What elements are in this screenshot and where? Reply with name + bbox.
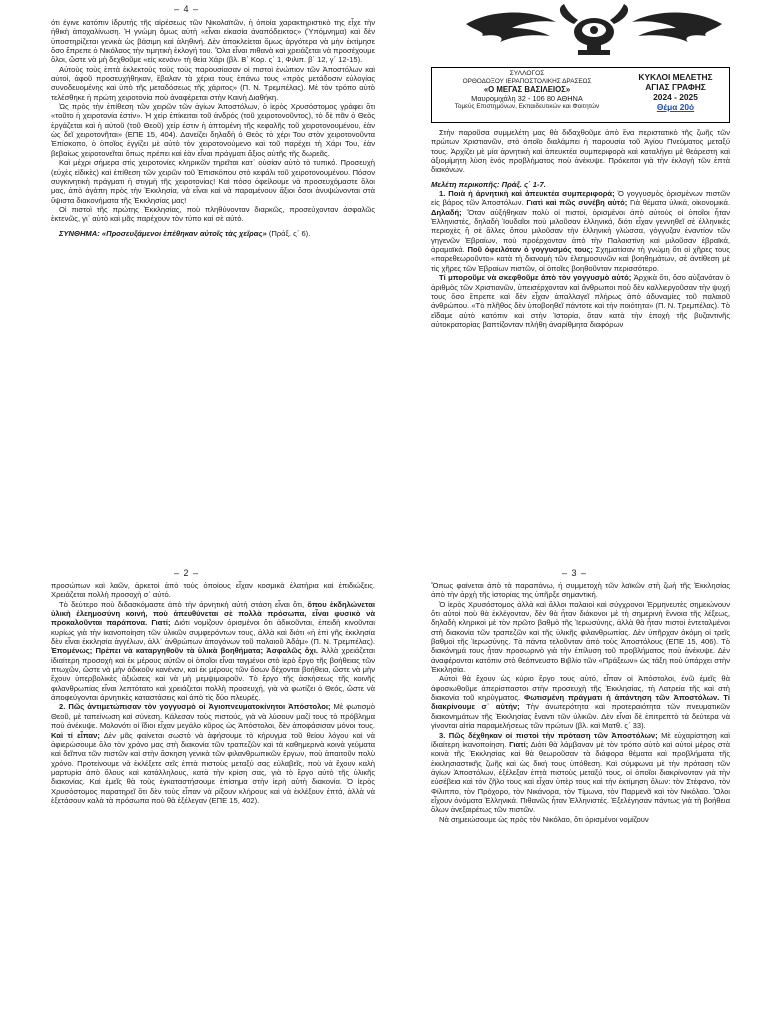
org-department: Τομεύς Επιστημόνων, Εκπαιδευτικών και Φοιτητών bbox=[454, 103, 600, 111]
paragraph: Αὐτοὺς τοὺς ἑπτὰ ἐκλεκτοὺς τοὺς τοὺς παρουσίασαν οἱ πιστοὶ ἐνώπιον τῶν Ἀποστόλων καὶ αὐτοί, ἀφοῦ προσευχήθηκαν, ἔβαλαν τὰ χέρια τους ἐπάνω τους «πρὸς μετάδοσιν εὐλογίας συνοδευομένης καὶ ὑπὸ τῆς μεταδόσεως τῆς χάριτος» (Π. Ν. Τρεμπέλας). Μὲ τὸν τρόπο αὐτὸ τελέσθηκε ἡ πρώτη χειροτονία ποὺ ἀναφέρεται στὴν Καινὴ Διαθήκη. bbox=[51, 64, 375, 102]
header-emblem bbox=[464, 2, 724, 62]
page-number-2: – 2 – bbox=[174, 568, 200, 578]
paragraph: Ὁ ἱερὸς Χρυσόστομος ἀλλὰ καὶ ἄλλοι παλαιοὶ καὶ σύγχρονοι Ἑρμηνευτὲς σημειώνουν ὅτι αὐτοὶ ποὺ θὰ ἐκλέγονταν, δὲν θὰ ἦταν διάκονοι μὲ τὴ σημερινὴ ἔννοια τῆς λέξεως, δηλαδὴ κληρικοὶ μὲ τὸν πρῶτο βαθμὸ τῆς Ἱερωσύνης, ἀλλὰ θὰ ἦταν πιστοὶ ἐντεταλμένοι στὴ διακονία τῶν τραπεζῶν καὶ τῆς ὑλικῆς φιλανθρωπίας. Δὲν ὑπῆρχαν ἀκόμη οἱ τρεῖς βαθμοὶ τῆς Ἱερωσύνης. Τὰ πάντα τελοῦνταν ἀπὸ τοὺς Ἀποστόλους (ΕΠΕ 15, 406). Τὸ διακόνημά τους ἦταν προσωρινὸ γιὰ τὴν ἐπίλυση τοῦ προβλήματος ποὺ ἀνέκυψε. Δὲν ἀναφέρονται κατόπιν στὸ θεόπνευστο Βιβλίο τῶν «Πράξεων» ὡς τάξη ποὺ ὑπάρχει στὴν Ἐκκλησία. bbox=[431, 599, 730, 675]
paragraph: Τί μποροῦμε νὰ σκεφθοῦμε ἀπὸ τὸν γογγυσμὸ αὐτό; Ἀρχικὰ ὅτι, ὅσο αὐξανόταν ὁ ἀριθμὸς τῶν Χριστιανῶν, ὑπεισέρχονταν καὶ ἄνθρωποι ποὺ δὲν καλλιεργοῦσαν τὴν ψυχή τους ὅσο ἔπρεπε καὶ δὲν εἶχαν ἀπαλλαγεῖ πλήρως ἀπὸ ἀδυναμίες τοῦ παλαιοῦ ἀνθρώπου. «Τὸ πλῆθος δὲν ὑποβοηθεῖ πάντοτε καὶ τὴν ποιότητα» (Π. Ν. Τρεμπέλας). Τὸ εἴδαμε αὐτὸ κατόπιν καὶ στὴν Ἱστορία, ὅταν κατὰ τὴν ἐποχὴ τῆς βυζαντινῆς αὐτοκρατορίας βαπτίζονταν πλήθη ἀναρίθμητα διαφόρων bbox=[431, 273, 730, 329]
question-1-paragraph: 1. Ποιὰ ἡ ἀρνητικὴ καὶ ἀπευκτέα συμπεριφορά; Ὁ γογγυσμὸς ὁρισμένων πιστῶν εἰς βάρος τῶν Ἀποστόλων. Γιατὶ καὶ πῶς συνέβη αὐτό; Γιὰ θέματα ὑλικά, οἰκονομικά. Δηλαδή; Ὅταν αὐξήθηκαν πολὺ οἱ πιστοί, ὁρισμένοι ἀπὸ αὐτοὺς οἱ ὁποῖοι ἦταν Ἑλληνιστές, δηλαδὴ Ἰουδαῖοι ποὺ μιλοῦσαν ἑλληνικά, διότι εἶχαν γεννηθεῖ σὲ ἑλληνικὲς περιοχὲς ἢ σὲ ἄλλες ὅπου μιλοῦσαν τὴν ἑλληνικὴ γλώσσα, γόγγυζαν ἐναντίον τῶν γηγενῶν Ἑβραίων, ποὺ προέρχονταν ἀπὸ τὴν Παλαιστίνη καὶ μιλοῦσαν ἑβραϊκά, ἀραμαϊκά. Ποῦ ὀφειλόταν ὁ γογγυσμός τους; Σχηματίσαν τὴ γνώμη ὅτι οἱ χῆρες τους «παρεθεωροῦντο» κατὰ τὴ διανομὴ τῶν ἐλεημοσυνῶν καὶ βοηθημάτων, σὲ ἀντίθεση μὲ τὶς χῆρες τῶν Ἑβραίων πιστῶν, οἱ ὁποῖες βοηθοῦνταν περισσότερο. bbox=[431, 189, 730, 273]
org-line-1: ΣΥΛΛΟΓΟΣ bbox=[509, 70, 545, 77]
motto-text: «Προσευξάμενοι ἐπέθηκαν αὐτοῖς τὰς χεῖρας» bbox=[101, 228, 267, 238]
paragraph: Ὅπως φαίνεται ἀπὸ τὰ παραπάνω, ἡ συμμετοχὴ τῶν λαϊκῶν στὴ ζωὴ τῆς Ἐκκλησίας ἀπὸ τὴν ἀρχὴ τῆς ἱστορίας της ὑπῆρξε σημαντική. bbox=[431, 581, 730, 600]
emblem-illustration bbox=[464, 2, 724, 62]
page-number-4: – 4 – bbox=[174, 4, 200, 14]
paragraph: Καὶ μέχρι σήμερα στὶς χειροτονίες κληρικῶν τηρεῖται κατ᾽ οὐσίαν αὐτὸ τὸ τυπικό. Προσευχὴ (εὐχὲς εἰδικὲς) καὶ ἐπίθεση τῶν χειρῶν τοῦ Ἐπισκόπου στὸ κεφάλι τοῦ χειροτονουμένου. Πόσον συγκινητικὴ πράγματι ἡ στιγμὴ τῆς χειροτονίας! Καὶ πόσο ὀφείλουμε νὰ προσευχόμαστε ὅλοι μας, ἀπὸ ἀγάπη πρὸς τὴν Ἐκκλησία, νὰ εἶναι καὶ νὰ παραμένουν ἄξιοι ὅσοι ἀνυψώνονται στὰ ὕψιστα διακονήματα τῆς Ἐκκλησίας μας! bbox=[51, 158, 375, 205]
paragraph: Νὰ σημειώσουμε ὡς πρὸς τὸν Νικόλαο, ὅτι ὁρισμένοι νομίζουν bbox=[439, 814, 649, 824]
series-block bbox=[622, 68, 729, 126]
page4-left-column bbox=[51, 18, 375, 488]
intro-paragraph: Στὴν παροῦσα συμμελέτη μας θὰ διδαχθοῦμε ἀπὸ ἕνα περιστατικὸ τῆς ζωῆς τῶν πρώτων Χριστιανῶν, στὸ ὁποῖο διαλάμπει ἡ παρουσία τοῦ Ἁγίου Πνεύματος μεταξύ τους. Ἀρχίζει μὲ μία ἀρνητικὴ καὶ ἀπευκτέα συμπεριφορὰ καὶ καταλήγει μὲ θεάρεστη καὶ ἀξιομίμητη λύση ἑνὸς προβλήματος ποὺ ἀνέκυψε. Πρόκειται γιὰ τὴν ἐκλογὴ τῶν ἑπτὰ διακόνων. bbox=[431, 128, 730, 175]
org-line-2: ΟΡΘΟΔΟΞΟΥ ΙΕΡΑΠΟΣΤΟΛΙΚΗΣ ΔΡΑΣΕΩΣ bbox=[462, 77, 592, 85]
page3-column bbox=[431, 581, 730, 1021]
paragraph: Ὡς πρὸς τὴν ἐπίθεση τῶν χειρῶν τῶν ἁγίων Ἀποστόλων, ὁ ἱερὸς Χρυσόστομος γράφει ὅτι «τοῦτο ἡ χειροτονία ἐστίν». Ἡ χεὶρ ἐπίκειται τοῦ ἀνδρός (τοῦ χειροτονοῦντος), τὸ δὲ πᾶν ὁ Θεὸς ἐργάζεται καὶ ἡ αὐτοῦ (τοῦ Θεοῦ) χείρ ἐστιν ἡ ἁπτομένη τῆς κεφαλῆς τοῦ χειροτονουμένου, ἐὰν ὡς δεῖ χειροτονῆται» (ΕΠΕ 15, 404). Δανείζει δηλαδὴ ὁ Θεὸς τὸ χέρι Του στὸν χειροτονοῦντα Ἐπίσκοπο, ὁ ὁποῖος ἐγγίζει μὲ αὐτὸ τὸν χειροτονούμενο καὶ τοῦ παρέχει τὴ Χάρι Του, ἐὰν βεβαίως χειροτονεῖται ὅπως πρέπει καὶ ἐὰν εἶναι πράγματι ἄξιος αὐτῆς τῆς δωρεᾶς. bbox=[51, 102, 375, 158]
motto-label: ΣΥΝΘΗΜΑ: bbox=[59, 228, 100, 238]
page4-right-column bbox=[431, 128, 730, 500]
paragraph: ότι έγινε κατόπιν ἱδρυτής τῆς αἱρέσεως τῶν Νικολαϊτῶν, ἡ ὁποία χαρακτηριστικὸ της εἶχε τὴν ἠθικὴ ἀποχαλίνωση. Ἡ γνώμη ὅμως αὐτὴ «εἶναι εἰκασία ἀναπόδεικτος» (Ὑπόμνημα) καὶ δὲν ὑποστηρίζεται γενικὰ ὡς βάσιμη καὶ ἀληθινή. Δὲν ἀποκλείεται ὅμως ἀργότερα νὰ μὴν ἐκτίμησε ὅσο ἔπρεπε ὁ Νικόλαος τὴν τιμητικὴ ἐκλογή του. Ὅλα εἶναι πιθανὰ καὶ χρειάζεται νὰ προσέχουμε ὅλοι, ὥστε νὰ μὴ δεχθοῦμε «εἰς κενόν» τὴ θεία Χάρι (βλ. Β΄ Κορ. ς΄ 1, Φιλιπ. β΄ 12, γ΄ 12-15). bbox=[51, 18, 375, 65]
org-address: Μαυρομιχάλη 32 - 106 80 ΑΘΗΝΑ bbox=[471, 94, 583, 104]
paragraph: Αὐτοὶ θὰ ἔχουν ὡς κύριο ἔργο τους αὐτό, εἶπαν οἱ Ἀπόστολοι, ἐνῶ ἐμεῖς θὰ ἀφοσιωθοῦμε ἀπερίσπαστοι στὴν προσευχὴ τῆς Ἐκκλησίας, τὴ Λατρεία τῆς καὶ στὴ διακονία τοῦ κηρύγματος. Φωτισμένη πράγματι ἡ ἀπάντηση τῶν Ἀποστόλων. Τί διακρίνουμε σ᾽ αὐτήν; Τὴν ἀνωτερότητα καὶ προτεραιότητα τῶν πνευματικῶν διακονημάτων τῆς Ἐκκλησίας ἔναντι τῶν ὑλικῶν. Δὲν εἶναι δὲ ἐπιτρεπτὸ τὰ δεύτερα νὰ γίνονται αἰτία παραμελήσεως τῶν πρώτων (βλ. καὶ Ματθ. ς΄ 33). bbox=[431, 674, 730, 731]
theme-number: Θέμα 20ό bbox=[656, 102, 695, 112]
org-name: «Ο ΜΕΓΑΣ ΒΑΣΙΛΕΙΟΣ» bbox=[483, 85, 571, 95]
study-passage-heading: Μελέτη περικοπῆς: Πράξ. ς΄ 1-7. bbox=[431, 179, 546, 189]
motto-reference: (Πράξ. ς΄ 6). bbox=[268, 228, 311, 238]
paragraph: Οἱ πιστοὶ τῆς πρώτης Ἐκκλησίας, ποὺ πληθύνονταν διαρκῶς, προσεύχονταν ἀσφαλῶς ἐκτενῶς, γι᾽ αὐτὸ καὶ μᾶς παρέχουν τὸν τύπο καὶ σὲ αὐτό. bbox=[51, 204, 375, 224]
series-title-2: ΑΓΙΑΣ ΓΡΑΦΗΣ bbox=[645, 82, 706, 92]
series-title-1: ΚΥΚΛΟΙ ΜΕΛΕΤΗΣ bbox=[638, 72, 713, 82]
paragraph: προσώπων καὶ λαῶν, ἀρκετοὶ ἀπὸ τοὺς ὁποίους εἶχαν κοσμικὰ ἐλατήρια καὶ ἐπιδιώξεις. Χρειάζεται πολλὴ προσοχὴ σ᾽ αὐτό. bbox=[51, 581, 375, 600]
motto-paragraph bbox=[51, 229, 375, 238]
organization-block bbox=[432, 68, 622, 124]
publication-info-box bbox=[431, 67, 730, 123]
page-number-3: – 3 – bbox=[562, 568, 588, 578]
series-years: 2024 - 2025 bbox=[653, 92, 698, 102]
question-2-paragraph: 2. Πῶς ἀντιμετώπισαν τὸν γογγυσμὸ οἱ Ἁγιοπνευματοκίνητοι Ἀπόστολοι; Μὲ φωτισμὸ Θεοῦ, μὲ ταπείνωση καὶ σύνεση. Κάλεσαν τοὺς πιστούς, γιὰ νὰ λύσουν μαζί τους τὸ πρόβλημα ποὺ ἀνέκυψε. Μολονότι οἱ ἴδιοι εἶχαν μεγάλο κῦρος ὡς Ἀπόστολοι, δὲν ἀποφάσισαν μόνοι τους. Καὶ τί εἶπαν; Δὲν μᾶς φαίνεται σωστὸ νὰ ἀφήσουμε τὸ κήρυγμα τοῦ θείου λόγου καὶ νὰ ἀφιερώσουμε ὅλο τὸν χρόνο μας στὴ διακονία τῶν τραπεζῶν καὶ τὰ καθημερινὰ κοινὰ γεύματα καὶ δεῖπνα τῶν πιστῶν καὶ στὴν ἄσκηση γενικὰ τῶν φιλανθρωπικῶν ἔργων, ποὺ ἀπαιτοῦν πολὺ χρόνο. Προτείνουμε νὰ ἐκλέξετε σεῖς ἑπτὰ πιστοὺς μεταξύ σας εὐλαβεῖς, ποὺ νὰ ἔχουν καλὴ μαρτυρία ἀπὸ ὅλους καὶ κατάλληλους, κατὰ τὴν κρίση σας, γιὰ τὸ ἔργο αὐτὸ τῆς ὑλικῆς διακονίας. Καὶ ἐμεῖς θὰ τοὺς ἐγκαταστήσουμε ἐπίσημα στὴν ἱερὴ αὐτὴ διακονία. Ὁ ἱερὸς Χρυσόστομος παρατηρεῖ ὅτι δὲν τοὺς εἶπαν νὰ ρίξουν κλήρους καὶ νὰ ἐκλέξουν ἑπτά, ἀλλὰ νὰ ἐξετάσουν καλὰ τὰ πρόσωπα ποὺ θὰ ἐξέλεγαν (ΕΠΕ 15, 402). bbox=[51, 702, 375, 805]
question-3-paragraph: 3. Πῶς δέχθηκαν οἱ πιστοὶ τὴν πρόταση τῶν Ἀποστόλων; Μὲ εὐχαρίστηση καὶ ἰδιαίτερη ἱκανοποίηση. Γιατί; Διότι θὰ λάμβαναν μὲ τὸν τρόπο αὐτὸ καὶ αὐτοὶ μέρος στὰ κοινὰ τῆς Ἐκκλησίας καὶ θὰ θεωροῦσαν τὰ διάφορα θέματα καὶ προβλήματα τῆς ἐκκλησιαστικῆς ζωῆς καὶ ὡς δική τους ὑπόθεση. Καὶ σύμφωνα μὲ τὴν πρόταση τῶν ἁγίων Ἀποστόλων, ἐξέλεξαν ἑπτὰ πιστοὺς μεταξύ τους, οἱ ὁποῖοι διακρίνονταν γιὰ τὴν εὐσέβεια καὶ τὸν ζῆλο τους καὶ εἶχαν ὑπὲρ τους καὶ τὴν ἐκτίμηση ὅλων: τὸν Στέφανο, τὸν Φίλιππο, τὸν Πρόχορο, τὸν Νικάνορα, τὸν Τίμωνα, τὸν Παρμενᾶ καὶ τὸν Νικόλαο. Ὅλοι εἶχουν ὀνόματα Ἑλληνικά. Πιθανῶς ἦταν Ἑλληνιστές. Ἐξελέγησαν πάντως γιὰ τὴ βοήθεια ὅλων ἀνεξαιρέτως τῶν πιστῶν. bbox=[431, 730, 730, 815]
paragraph: Τὸ δεύτερο ποὺ διδασκόμαστε ἀπὸ τὴν ἀρνητικὴ αὐτὴ στάση εἶναι ὅτι, ὅπου ἐκδηλώνεται ὑλικὴ ἐλεημοσύνη κοινή, ποὺ ἀπευθύνεται σὲ πολλὰ πρόσωπα, εἶναι φυσικὸ νὰ προκαλοῦνται παράπονα. Γιατί; Διότι νομίζουν ὁρισμένοι ὅτι ἀδικοῦνται, ἐπειδὴ κινοῦνται κυρίως γιὰ τὴν ἱκανοποίηση τῶν ὑλικῶν συμφερόντων τους, ἀλλὰ καὶ διότι «ἡ ἐπὶ γῆς ἐκκλησία δὲν εἶναι ἐκκλησία ἀγγέλων, ἀλλ᾽ ἀνθρώπων ἀπογόνων τοῦ παλαιοῦ Ἀδάμ» (Π. Ν. Τρεμπέλας). Ἑπομένως; Πρέπει νὰ καταργηθοῦν τὰ ὑλικὰ βοηθήματα; Ἀσφαλῶς ὄχι. Ἀλλὰ χρειάζεται ἰδιαίτερη προσοχὴ καὶ ἐκ μέρους αὐτῶν οἱ ὁποῖοι εἶναι ταγμένοι στὸ ἱερὸ ἔργο τῆς βοήθειας τῶν πτωχῶν, ὥστε νὰ μὴν ἀδικοῦν κανέναν, καὶ ἐκ μέρους τῶν ὅσων δέχονται βοήθεια, ὥστε νὰ μὴν ἔχουν ὑπερβολικὲς ἀξιώσεις καὶ νὰ μὴ μεμψιμοιροῦν. Τὸ ἔργο τῆς ἀσκήσεως τῆς κοινῆς φιλανθρωπίας εἶναι λεπτότατο καὶ χρειάζεται πολλὴ προσευχή, γιὰ νὰ φωτίζει ὁ Θεός, ὥστε νὰ ἀποφεύγονται ἀρνητικὲς καταστάσεις καὶ ἀπὸ τὶς δύο πλευρές. bbox=[51, 599, 375, 703]
page2-column bbox=[51, 581, 375, 1021]
